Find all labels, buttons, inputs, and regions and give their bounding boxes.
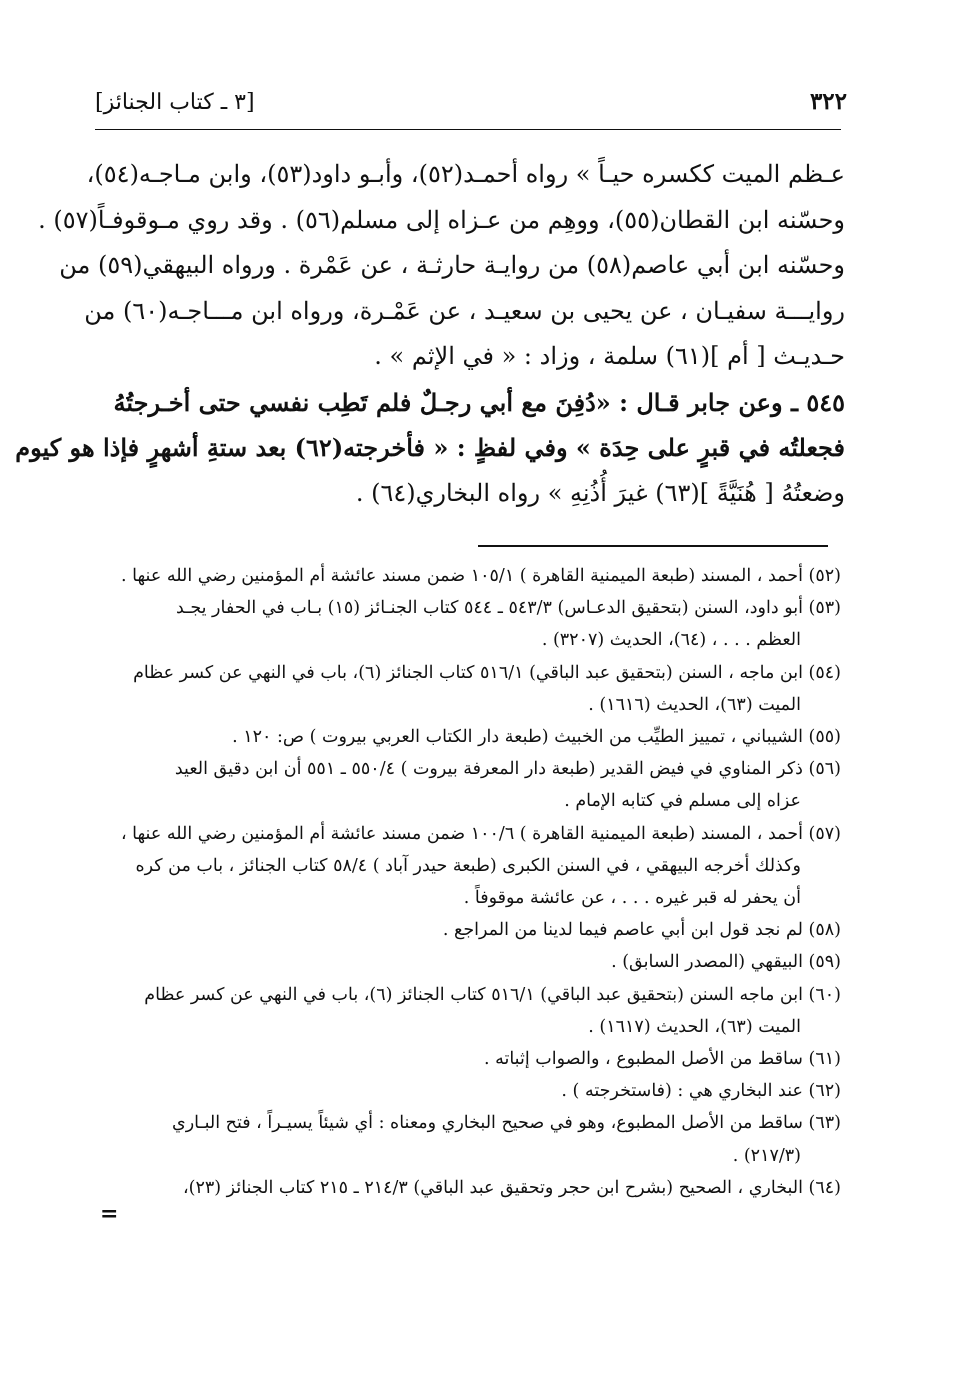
footnote-line: العظم . . . ، (٦٤)، الحديث (٣٢٠٧) . xyxy=(541,630,801,651)
footnote-line: (٦٣) ساقط من الأصل المطبوع، وهو في صحيح البخاري ومعناه : أي شيئاً يسيـراً ، فتح البـاري xyxy=(172,1113,841,1134)
footnote-line: (٥٣) أبو داود، السنن (بتحقيق الدعـاس) ٥٤٣/٣ ـ ٥٤٤ كتاب الجنـائز (١٥) بـاب في الحفار يجـد xyxy=(176,598,841,619)
footnotes-section xyxy=(113,560,841,1204)
text-line: وحسّنه ابن القطان(٥٥)، ووهِم من عـزاه إلى مسلم(٥٦) . وقد روي مـوقوفـاً(٥٧) . xyxy=(38,205,845,234)
text-line: فجعلتُه في قبرٍ على حِدَة » وفي لفظٍ : « فأخرجته(٦٢) بعد ستةِ أشهرٍ فإذا هو كيوم xyxy=(15,433,845,462)
footnote-line: أن يحفر له قبر غيره . . . ، عن عائشة موقوفاً . xyxy=(463,888,801,909)
footnote-divider xyxy=(478,545,828,547)
footnote-line: (٥٧) أحمد ، المسند (طبعة الميمنية القاهرة ) ١٠٠/٦ ضمن مسند عائشة أم المؤمنين رضي الله عنها ، xyxy=(120,823,841,844)
footnote-line: (٦٠) ابن ماجه السنن (بتحقيق عبد الباقي) ٥١٦/١ كتاب الجنائز (٦)، باب في النهي عن كسر عظام xyxy=(144,984,841,1005)
footnote-line: (٥٨) لم نجد قول ابن أبي عاصم فيما لدينا من المراجع . xyxy=(442,920,841,941)
footnote-line: (٥٥) الشيباني ، تمييز الطيِّب من الخبيث (طبعة دار الكتاب العربي بيروت ) ص: ١٢٠ . xyxy=(232,727,841,748)
continuation-mark: = xyxy=(100,1201,119,1227)
header-divider xyxy=(95,129,841,130)
running-header-chapter: [٣ ـ كتاب الجنائز] xyxy=(95,90,255,115)
footnote-line: (٢١٧/٣) . xyxy=(732,1145,801,1166)
footnote-line: وكذلك أخرجه البيهقي ، في السنن الكبرى (طبعة حيدر آباد ) ٥٨/٤ كتاب الجنائز ، باب من كره xyxy=(135,855,801,876)
footnote-line: (٥٦) ذكر المناوي في فيض القدير (طبعة دار المعرفة بيروت ) ٥٥٠/٤ ـ ٥٥١ أن ابن دقيق العيد xyxy=(174,759,841,780)
footnote-line: الميت (٦٣)، الحديث (١٦١٦) . xyxy=(588,694,801,715)
main-text-body xyxy=(15,152,845,516)
text-line: ٥٤٥ ـ وعن جابر قـال : «دُفِنَ مع أبي رجـلٌ فلم تَطِب نفسي حتى أخـرجتُهُ xyxy=(113,387,845,417)
footnote-line: (٥٤) ابن ماجه ، السنن (بتحقيق عبد الباقي) ٥١٦/١ كتاب الجنائز (٦)، باب في النهي عن كسر عظام xyxy=(133,662,841,683)
text-line: عـظم الميت ككسره حيـاً » رواه أحمـد(٥٢)، وأبـو داود(٥٣)، وابن مـاجـه(٥٤)، xyxy=(86,160,845,188)
footnote-line: (٦٤) البخاري ، الصحيح (بشرح ابن حجر وتحقيق عبد الباقي) ٢١٤/٣ ـ ٢١٥ كتاب الجنائز (٢٣)، xyxy=(182,1177,841,1198)
footnote-line: الميت (٦٣)، الحديث (١٦١٧) . xyxy=(588,1016,801,1037)
footnote-line: (٥٢) أحمد ، المسند (طبعة الميمنية القاهرة ) ١٠٥/١ ضمن مسند عائشة أم المؤمنين رضي الله عنها . xyxy=(121,566,841,586)
footnote-line: (٦٢) عند البخاري هي : (فاستخرجته ) . xyxy=(561,1081,841,1102)
page-number: ٣٢٢ xyxy=(809,88,847,115)
footnote-line: (٥٩) البيقهي (المصدر السابق) . xyxy=(611,952,841,973)
text-line: وضعتُهُ [ هُنَيَّةً ](٦٣) غيرَ أُذُنِهِ » رواه البخاري(٦٤) . xyxy=(355,478,845,507)
text-line: حـديـث [ أم ](٦١) سلمة ، وزاد : « في الإثم » . xyxy=(374,342,845,370)
footnote-line: عزاه إلى مسلم في كتابه الإمام . xyxy=(564,791,801,812)
footnote-line: (٦١) ساقط من الأصل المطبوع ، والصواب إثباته . xyxy=(483,1049,841,1070)
text-line: روايـــة سفيـان ، عن يحيى بن سعيـد ، عن عَمْـرة، ورواه ابن مـــاجـه(٦٠) من xyxy=(84,296,845,325)
text-line: وحسّنه ابن أبي عاصم(٥٨) من روايـة حارثـة ، عن عَمْرة . ورواه البيهقي(٥٩) من xyxy=(59,251,845,279)
